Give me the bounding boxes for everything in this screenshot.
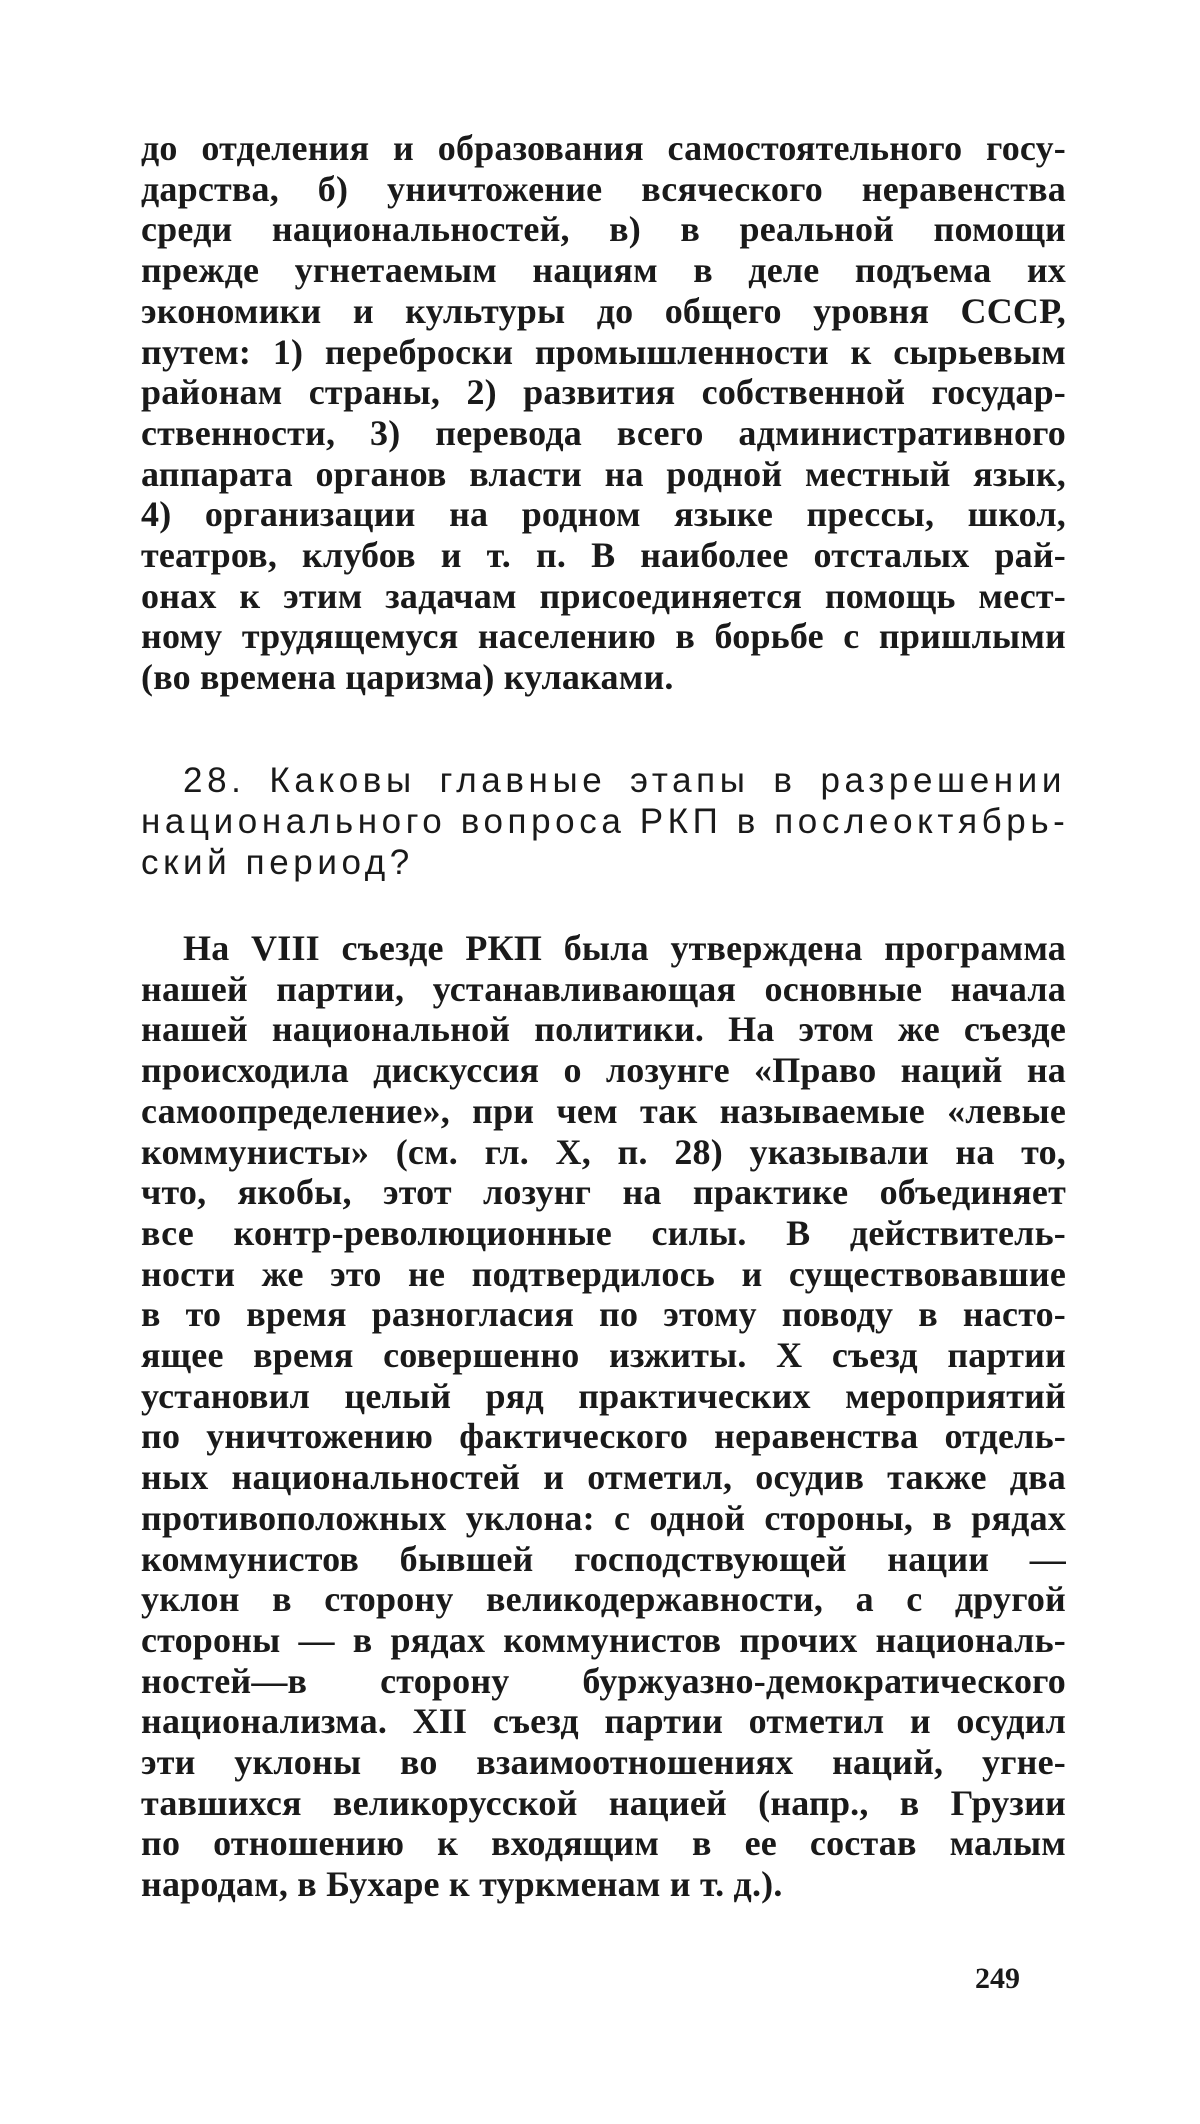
heading-line: 28. Каковы главные этапы в разрешении xyxy=(183,761,1066,800)
text-line: в то время разногласия по этому поводу в насто- xyxy=(141,1294,1066,1335)
text-line: театров, клубов и т. п. В наиболее отсталых рай- xyxy=(141,535,1066,576)
text-line: ностей—в сторону буржуазно-демократического xyxy=(141,1660,1066,1701)
text-line: происходила дискуссия о лозунге «Право наций на xyxy=(141,1050,1066,1091)
text-line: национализма. XII съезд партии отметил и осудил xyxy=(141,1701,1066,1742)
text-line: путем: 1) переброски промышленности к сырьевым xyxy=(141,331,1066,372)
text-line: народам, в Бухаре к туркменам и т. д.). xyxy=(141,1864,783,1905)
paragraph-answer xyxy=(141,928,1066,1905)
text-line: уклон в сторону великодержавности, а с другой xyxy=(141,1579,1066,1620)
text-line: экономики и культуры до общего уровня СССР, xyxy=(141,290,1066,331)
text-line: ных национальностей и отметил, осудив также два xyxy=(141,1457,1066,1498)
text-line: коммунистов бывшей господствующей нации — xyxy=(141,1538,1066,1579)
section-heading xyxy=(141,760,1070,883)
text-line: аппарата органов власти на родной местный язык, xyxy=(141,453,1066,494)
text-line: установил целый ряд практических мероприятий xyxy=(141,1375,1066,1416)
text-line: районам страны, 2) развития собственной государ- xyxy=(141,372,1066,413)
text-line: ному трудящемуся населению в борьбе с пришлыми xyxy=(141,616,1066,657)
text-line: среди национальностей, в) в реальной помощи xyxy=(141,209,1066,250)
text-line: дарства, б) уничтожение всяческого неравенства xyxy=(141,168,1066,209)
text-line: ственности, 3) перевода всего административного xyxy=(141,412,1066,453)
heading-line: ский период? xyxy=(141,843,414,882)
text-line: ящее время совершенно изжиты. X съезд партии xyxy=(141,1335,1066,1376)
text-line: нашей партии, устанавливающая основные начала xyxy=(141,968,1066,1009)
text-line: самоопределение», при чем так называемые «левые xyxy=(141,1090,1066,1131)
text-line: по уничтожению фактического неравенства отдель- xyxy=(141,1416,1066,1457)
text-line: На VIII съезде РКП была утверждена программа xyxy=(183,928,1066,968)
text-line: коммунисты» (см. гл. X, п. 28) указывали на то, xyxy=(141,1131,1066,1172)
text-line: противоположных уклона: с одной стороны, в рядах xyxy=(141,1497,1066,1538)
text-line: ности же это не подтвердилось и существовавшие xyxy=(141,1253,1066,1294)
text-line: по отношению к входящим в ее состав малым xyxy=(141,1823,1066,1864)
text-line: эти уклоны во взаимоотношениях наций, угне- xyxy=(141,1742,1066,1783)
text-line: все контр-революционные силы. В действитель- xyxy=(141,1212,1066,1253)
text-line: тавшихся великорусской нацией (напр., в Грузии xyxy=(141,1782,1066,1823)
text-line: (во времена царизма) кулаками. xyxy=(141,657,674,698)
text-line: стороны — в рядах коммунистов прочих националь- xyxy=(141,1619,1066,1660)
text-line: нашей национальной политики. На этом же съезде xyxy=(141,1009,1066,1050)
heading-line: национального вопроса РКП в послеоктябрь- xyxy=(141,802,1070,841)
page-number: 249 xyxy=(975,1962,1020,1995)
text-line: 4) организации на родном языке прессы, школ, xyxy=(141,494,1066,535)
text-line: что, якобы, этот лозунг на практике объединяет xyxy=(141,1172,1066,1213)
text-line: прежде угнетаемым нациям в деле подъема их xyxy=(141,250,1066,291)
text-line: онах к этим задачам присоединяется помощь мест- xyxy=(141,575,1066,616)
paragraph-continued xyxy=(141,128,1066,698)
text-line: до отделения и образования самостоятельного госу- xyxy=(141,128,1066,168)
